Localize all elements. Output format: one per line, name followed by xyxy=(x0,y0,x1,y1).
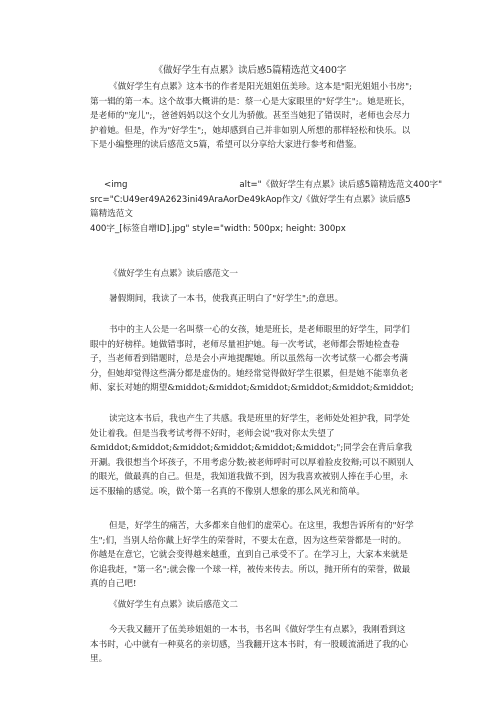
section-heading-2: 《做好学生有点累》读后感范文二 xyxy=(109,600,238,610)
paragraph-5: 今天我又翻开了伍美珍姐姐的一本书，书名叫《做好学生有点累》，我刚看到这本书时，心中就有一种莫名的亲切感，当我翻开这本书时，有一股暖流涌进了我的心里。 xyxy=(90,625,408,664)
image-markup-line-1: <img alt="《做好学生有点累》读后感5篇精选范文400字" xyxy=(104,180,443,190)
image-markup-line-3: 400字_[标签自增ID].jpg" style="width: 500px; height: 300px xyxy=(90,223,346,234)
section-heading-1: 《做好学生有点累》读后感范文一 xyxy=(109,269,238,279)
paragraph-3: 读完这本书后，我也产生了共感。我是班里的好学生，老师处处袒护我，同学处处让着我。但是当我考试考得不好时，老师会说"我对你太失望了&middot;&middot;&middot;&middot;&middot;&middot;";同学会在背后拿我开涮。我很想当个坏孩子，不用考虑分数;被老师呼时可以厚着脸皮狡辩;可以不顾别人的眼光，做最真的自己。但是，我知道我做不到，因为我喜欢被别人捧在手心里，永远不服输的感觉。唉，做个第一名真的不像别人想象的那么风光和简单。 xyxy=(90,414,414,497)
paragraph-2: 书中的主人公是一名叫蔡一心的女孩，她是班长，是老师眼里的好学生，同学们眼中的好榜样。她做错事时，老师尽量袒护她。每一次考试，老师都会帮她检查卷子，当老师看到错题时，总是会小声地提醒她。所以虽然每一次考试蔡一心都会考满分，但她却觉得这些满分都是虚伪的。她经常觉得做好学生很累，但是她不能辜负老师、家长对她的期望&middot;&middot;&middot;&middot;&middot;&middot; xyxy=(90,325,414,393)
page-title: 《做好学生有点累》读后感5篇精选范文400字 xyxy=(153,65,347,76)
image-markup-line-2: src="C:U49er49A2623ini49AraAorDe49kAop作文/《做好学生有点累》读后感5篇精选范文 xyxy=(90,194,411,219)
paragraph-4: 但是，好学生的痛苦，大多都来自他们的虚荣心。在这里，我想告诉所有的"好学生";们，当别人给你戴上好学生的荣誉时，不要太在意，因为这些荣誉都是一时的。你越是在意它，它就会变得越来越重，直到自己承受不了。在学习上，大家本来就是你追我赶，"第一名";就会像一个球一样，被传来传去。所以，抛开所有的荣誉，做最真的自己吧! xyxy=(90,521,414,589)
image-markup-text xyxy=(90,178,443,236)
intro-paragraph: 《做好学生有点累》这本书的作者是阳光姐姐伍美珍。这本是"阳光姐姐小书房";第一辑的第一本。这个故事大概讲的是：蔡一心是大家眼里的"好学生";。她是班长，是老师的"宠儿";，爸爸妈妈以这个女儿为骄傲。甚至当她犯了错误时，老师也会尽力护着她。但是，作为"好学生";，她却感到自己并非如别人所想的那样轻松和快乐。以下是小编整理的读后感范文5篇，希望可以分享给大家进行参考和借鉴。 xyxy=(90,82,412,150)
paragraph-1: 暑假期间，我读了一本书，使我真正明白了"好学生";的意思。 xyxy=(109,294,344,304)
